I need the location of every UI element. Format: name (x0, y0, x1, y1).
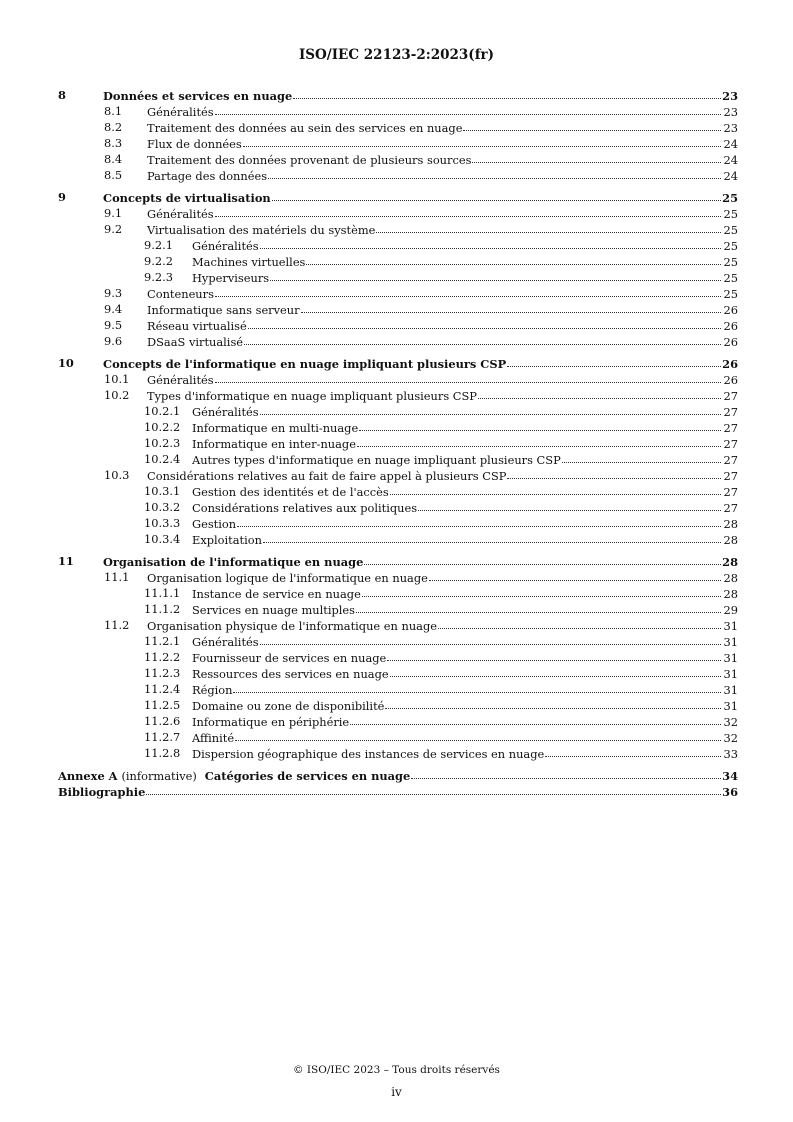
dot-leader (545, 755, 721, 757)
toc-section-number: 9.5 (104, 318, 123, 332)
toc-section-number: 9.3 (104, 286, 123, 300)
toc-section-number: 8.3 (104, 136, 123, 150)
toc-entry-8-5[interactable] (58, 167, 738, 183)
toc-entry-9[interactable] (58, 189, 738, 205)
toc-section-title: Région (192, 683, 233, 697)
toc-entry-9-2-3[interactable] (58, 269, 738, 285)
toc-section-title: Partage des données (147, 169, 268, 183)
toc-entry-8-2[interactable] (58, 119, 738, 135)
toc-entry-10-3-2[interactable] (58, 499, 738, 515)
toc-section-number: 10.2.4 (144, 452, 181, 466)
dot-leader (272, 199, 721, 201)
toc-section-title: Instance de service en nuage (192, 587, 361, 601)
toc-entry-10-2-1[interactable] (58, 403, 738, 419)
toc-section-number: 9.6 (104, 334, 123, 348)
toc-page-number: 27 (723, 421, 738, 435)
dot-leader (244, 343, 721, 345)
toc-page-number: 26 (723, 319, 738, 333)
toc-section-number: 9 (58, 190, 66, 204)
toc-entry-10[interactable] (58, 355, 738, 371)
toc-section-number: 10.2.3 (144, 436, 181, 450)
toc-section-title: Gestion (192, 517, 237, 531)
dot-leader (507, 477, 721, 479)
toc-page-number: 31 (723, 667, 738, 681)
toc-page-number: 25 (723, 271, 738, 285)
toc-section-title: Traitement des données provenant de plusieurs sources (147, 153, 472, 167)
toc-section-title: Services en nuage multiples (192, 603, 355, 617)
dot-leader (293, 97, 721, 99)
toc-entry-11-2-7[interactable] (58, 729, 738, 745)
annex-title: Catégories de services en nuage (204, 769, 411, 783)
toc-page-number: 27 (723, 501, 738, 515)
toc-section-number: 10.1 (104, 372, 130, 386)
dot-leader (215, 295, 721, 297)
dot-leader (387, 659, 721, 661)
toc-page-number: 28 (723, 587, 738, 601)
toc-section-number: 8 (58, 88, 66, 102)
dot-leader (463, 129, 721, 131)
toc-section-title: Concepts de virtualisation (103, 191, 271, 205)
toc-entry-10-2-2[interactable] (58, 419, 738, 435)
toc-page-number: 25 (723, 255, 738, 269)
toc-section-title: Flux de données (147, 137, 242, 151)
toc-page-number: 23 (723, 121, 738, 135)
toc-page-number: 27 (723, 469, 738, 483)
document-header: ISO/IEC 22123-2:2023(fr) (298, 47, 495, 63)
toc-entry-9-5[interactable] (58, 317, 738, 333)
toc-page-number: 31 (723, 619, 738, 633)
toc-entry-11-1-2[interactable] (58, 601, 738, 617)
toc-section-title: Informatique en multi-nuage (192, 421, 359, 435)
toc-page-number: 33 (723, 747, 738, 761)
toc-section-title: Types d'informatique en nuage impliquant plusieurs CSP (147, 389, 477, 403)
toc-section-number: 10.3.4 (144, 532, 181, 546)
dot-leader (260, 247, 721, 249)
toc-entry-9-2-1[interactable] (58, 237, 738, 253)
toc-section-title: Considérations relatives au fait de faire appel à plusieurs CSP (147, 469, 507, 483)
dot-leader (260, 643, 721, 645)
dot-leader (350, 723, 721, 725)
toc-section-number: 9.2.3 (144, 270, 173, 284)
toc-page-number: 23 (722, 89, 738, 103)
toc-section-number: 11.2.7 (144, 730, 181, 744)
toc-section-title: Organisation de l'informatique en nuage (103, 555, 364, 569)
toc-page-number: 27 (723, 389, 738, 403)
toc-section-number: 11 (58, 554, 74, 568)
dot-leader (390, 493, 721, 495)
toc-page-number: 28 (723, 517, 738, 531)
toc-entry-11-2-6[interactable] (58, 713, 738, 729)
toc-section-number: 10.3 (104, 468, 130, 482)
toc-entry-11-2-8[interactable] (58, 745, 738, 761)
toc-page-number: 25 (723, 239, 738, 253)
toc-section-number: 11.1.2 (144, 602, 181, 616)
toc-section-number: 9.4 (104, 302, 123, 316)
toc-section-title: Données et services en nuage (103, 89, 293, 103)
toc-section-title: Domaine ou zone de disponibilité (192, 699, 385, 713)
dot-leader (357, 445, 721, 447)
toc-section-number: 11.2.6 (144, 714, 181, 728)
dot-leader (429, 579, 721, 581)
toc-page-number: 26 (723, 303, 738, 317)
toc-section-title: Réseau virtualisé (147, 319, 247, 333)
toc-page-number: 32 (723, 731, 738, 745)
dot-leader (215, 113, 721, 115)
toc-entry-10-3[interactable] (58, 467, 738, 483)
dot-leader (356, 611, 721, 613)
toc-section-number: 11.2.3 (144, 666, 181, 680)
toc-section-number: 10.3.3 (144, 516, 181, 530)
toc-entry-11-1-1[interactable] (58, 585, 738, 601)
dot-leader (248, 327, 721, 329)
toc-entry-10-3-3[interactable] (58, 515, 738, 531)
toc-entry-annex-a[interactable] (58, 767, 738, 783)
dot-leader (376, 231, 721, 233)
toc-page-number: 27 (723, 485, 738, 499)
toc-section-number: 11.1 (104, 570, 130, 584)
dot-leader (270, 279, 721, 281)
toc-section-title: Généralités (147, 105, 214, 119)
toc-entry-11-1[interactable] (58, 569, 738, 585)
toc-entry-9-1[interactable] (58, 205, 738, 221)
toc-section-title: Machines virtuelles (192, 255, 306, 269)
toc-section-number: 8.4 (104, 152, 123, 166)
toc-section-number: 11.2 (104, 618, 130, 632)
toc-entry-9-2-2[interactable] (58, 253, 738, 269)
toc-section-title: Considérations relatives aux politiques (192, 501, 418, 515)
toc-section-number: 10.3.1 (144, 484, 181, 498)
toc-section-title: Ressources des services en nuage (192, 667, 389, 681)
toc-section-title: Généralités (147, 207, 214, 221)
toc-section-title: Organisation physique de l'informatique en nuage (147, 619, 437, 633)
toc-page-number: 24 (723, 169, 738, 183)
dot-leader (306, 263, 721, 265)
toc-section-number: 8.2 (104, 120, 123, 134)
dot-leader (263, 541, 721, 543)
toc-section-title: Exploitation (192, 533, 262, 547)
toc-entry-11-2-2[interactable] (58, 649, 738, 665)
toc-entry-10-2-3[interactable] (58, 435, 738, 451)
toc-entry-8-4[interactable] (58, 151, 738, 167)
toc-entry-9-2[interactable] (58, 221, 738, 237)
dot-leader (411, 777, 721, 779)
toc-section-title: DSaaS virtualisé (147, 335, 244, 349)
toc-page-number: 24 (723, 153, 738, 167)
toc-section-title: Traitement des données au sein des services en nuage (147, 121, 463, 135)
toc-page-number: 29 (723, 603, 738, 617)
toc-section-title: Virtualisation des matériels du système (147, 223, 376, 237)
toc-entry-8[interactable] (58, 87, 738, 103)
dot-leader (438, 627, 721, 629)
toc-entry-10-2-4[interactable] (58, 451, 738, 467)
toc-entry-8-1[interactable] (58, 103, 738, 119)
toc-entry-8-3[interactable] (58, 135, 738, 151)
toc-page-number: 26 (723, 373, 738, 387)
dot-leader (301, 311, 721, 313)
toc-entry-10-1[interactable] (58, 371, 738, 387)
annex-type: (informative) (121, 769, 197, 783)
toc-entry-9-3[interactable] (58, 285, 738, 301)
toc-entry-9-4[interactable] (58, 301, 738, 317)
toc-page-number: 27 (723, 405, 738, 419)
toc-section-title: Généralités (147, 373, 214, 387)
toc-page-number: 24 (723, 137, 738, 151)
toc-section-number: 10.2.2 (144, 420, 181, 434)
toc-page-number: 28 (723, 571, 738, 585)
toc-section-title: Généralités (192, 635, 259, 649)
toc-page-number: 31 (723, 683, 738, 697)
toc-page-number: 31 (723, 651, 738, 665)
toc-page-number: 31 (723, 635, 738, 649)
dot-leader (562, 461, 721, 463)
dot-leader (359, 429, 721, 431)
page-number: iv (391, 1085, 402, 1099)
toc-section-title: Affinité (192, 731, 235, 745)
toc-section-number: 10 (58, 356, 74, 370)
toc-section-title: Hyperviseurs (192, 271, 270, 285)
dot-leader (237, 525, 721, 527)
toc-page-number: 25 (723, 223, 738, 237)
toc-entry-10-3-4[interactable] (58, 531, 738, 547)
toc-page-number: 27 (723, 437, 738, 451)
toc-section-number: 11.2.2 (144, 650, 181, 664)
dot-leader (385, 707, 721, 709)
toc-entry-11-2-5[interactable] (58, 697, 738, 713)
toc-page-number: 32 (723, 715, 738, 729)
toc-entry-11-2-4[interactable] (58, 681, 738, 697)
toc-section-number: 9.1 (104, 206, 123, 220)
toc-section-title: Conteneurs (147, 287, 214, 301)
toc-entry-bibliography[interactable] (58, 783, 738, 799)
toc-section-number: 8.5 (104, 168, 123, 182)
toc-section-number: 9.2 (104, 222, 123, 236)
dot-leader (472, 161, 721, 163)
toc-section-number: 11.2.1 (144, 634, 181, 648)
dot-leader (362, 595, 721, 597)
toc-page-number: 27 (723, 453, 738, 467)
dot-leader (235, 739, 721, 741)
toc-page-number: 34 (722, 769, 738, 783)
toc-section-number: 8.1 (104, 104, 123, 118)
toc-entry-10-3-1[interactable] (58, 483, 738, 499)
toc-section-number: 9.2.1 (144, 238, 173, 252)
toc-section-title: Autres types d'informatique en nuage impliquant plusieurs CSP (192, 453, 561, 467)
dot-leader (243, 145, 721, 147)
toc-section-title: Gestion des identités et de l'accès (192, 485, 389, 499)
toc-section-number: 10.2 (104, 388, 130, 402)
toc-section-title: Fournisseur de services en nuage (192, 651, 387, 665)
toc-entry-10-2[interactable] (58, 387, 738, 403)
dot-leader (233, 691, 721, 693)
copyright-footer: © ISO/IEC 2023 – Tous droits réservés (293, 1064, 500, 1076)
toc-section-title: Concepts de l'informatique en nuage impliquant plusieurs CSP (103, 357, 507, 371)
toc-section-number: 11.2.5 (144, 698, 181, 712)
toc-section-title: Informatique en périphérie (192, 715, 350, 729)
toc-page-number: 23 (723, 105, 738, 119)
toc-section-number: 10.3.2 (144, 500, 181, 514)
dot-leader (507, 365, 721, 367)
table-of-contents (58, 87, 738, 799)
dot-leader (215, 381, 721, 383)
toc-section-title: Dispersion géographique des instances de services en nuage (192, 747, 545, 761)
dot-leader (478, 397, 721, 399)
toc-page-number: 25 (723, 207, 738, 221)
toc-section-title: Organisation logique de l'informatique en nuage (147, 571, 428, 585)
toc-page-number: 36 (722, 785, 738, 799)
toc-entry-11-2-3[interactable] (58, 665, 738, 681)
toc-page-number: 26 (723, 335, 738, 349)
toc-section-title: Informatique sans serveur (147, 303, 300, 317)
toc-entry-9-6[interactable] (58, 333, 738, 349)
toc-entry-11-2-1[interactable] (58, 633, 738, 649)
toc-entry-11-2[interactable] (58, 617, 738, 633)
dot-leader (215, 215, 721, 217)
toc-page-number: 28 (723, 533, 738, 547)
annex-label: Annexe A (58, 769, 118, 783)
toc-page-number: 28 (722, 555, 738, 569)
toc-page-number: 25 (723, 287, 738, 301)
toc-entry-11[interactable] (58, 553, 738, 569)
toc-section-number: 11.2.4 (144, 682, 181, 696)
toc-section-number: 11.2.8 (144, 746, 181, 760)
toc-page-number: 31 (723, 699, 738, 713)
dot-leader (260, 413, 721, 415)
bibliography-title: Bibliographie (58, 785, 146, 799)
toc-section-number: 11.1.1 (144, 586, 181, 600)
dot-leader (390, 675, 721, 677)
dot-leader (418, 509, 721, 511)
dot-leader (364, 563, 721, 565)
toc-section-title: Informatique en inter-nuage (192, 437, 356, 451)
dot-leader (268, 177, 721, 179)
toc-section-number: 10.2.1 (144, 404, 181, 418)
toc-section-title: Généralités (192, 405, 259, 419)
toc-section-title: Généralités (192, 239, 259, 253)
dot-leader (146, 793, 721, 795)
toc-page-number: 25 (722, 191, 738, 205)
toc-section-number: 9.2.2 (144, 254, 173, 268)
toc-page-number: 26 (722, 357, 738, 371)
